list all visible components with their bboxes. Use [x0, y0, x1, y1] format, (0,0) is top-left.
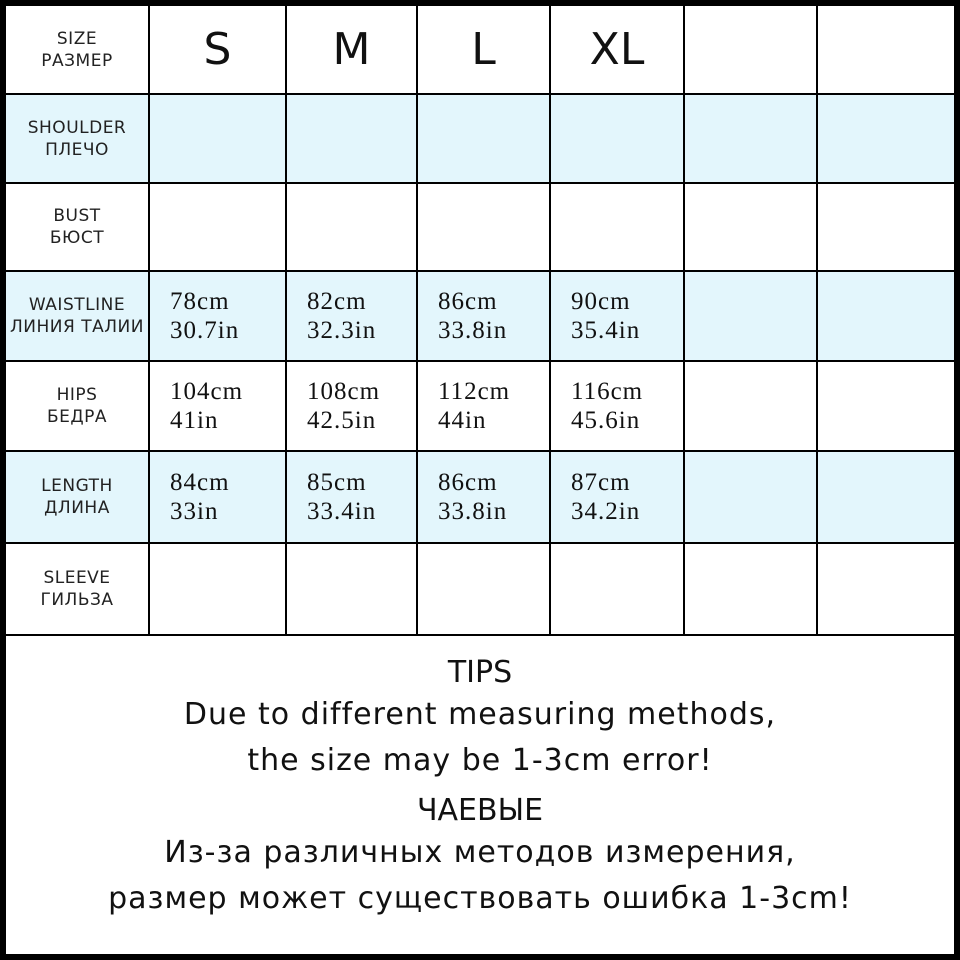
value-cell	[286, 361, 417, 451]
value-cm: 78cm	[170, 288, 230, 315]
row-length	[6, 451, 954, 543]
value-cell	[684, 271, 817, 361]
row-label-cell	[6, 183, 149, 271]
row-waistline	[6, 271, 954, 361]
size-header-m: M	[286, 6, 417, 94]
row-shoulder	[6, 94, 954, 183]
value-cell	[817, 361, 954, 451]
value-cell	[550, 543, 684, 635]
value-cm: 116cm	[571, 378, 644, 405]
value-cm: 112cm	[438, 378, 511, 405]
value-cell	[684, 94, 817, 183]
row-label-en: LENGTH	[41, 476, 113, 496]
value-cell	[417, 94, 550, 183]
row-label-ru: ГИЛЬЗА	[40, 590, 114, 610]
value-cell	[684, 543, 817, 635]
value-cm: 90cm	[571, 288, 631, 315]
value-cell	[550, 361, 684, 451]
value-cell	[550, 451, 684, 543]
row-label-ru: ДЛИНА	[44, 498, 110, 518]
row-label-cell	[6, 94, 149, 183]
value-in: 32.3in	[307, 317, 377, 344]
value-in: 33in	[170, 498, 219, 525]
value-cell	[149, 271, 286, 361]
value-in: 34.2in	[571, 498, 641, 525]
tips-line-2: the size may be 1-3cm error!	[247, 743, 713, 778]
value-in: 35.4in	[571, 317, 641, 344]
tips-line-ru-1: Из-за различных методов измерения,	[164, 835, 796, 870]
size-header-s: S	[149, 6, 286, 94]
value-cell	[684, 451, 817, 543]
size-header-empty	[684, 6, 817, 94]
size-header-empty	[817, 6, 954, 94]
value-cell	[684, 361, 817, 451]
value-cell	[286, 451, 417, 543]
value-cm: 87cm	[571, 469, 631, 496]
row-label-en: HIPS	[56, 385, 98, 405]
row-label-en: SHOULDER	[27, 117, 127, 138]
value-cell	[149, 543, 286, 635]
size-label-en: SIZE	[56, 28, 98, 49]
value-cell	[149, 451, 286, 543]
value-cell	[817, 271, 954, 361]
row-label-en: WAISTLINE	[28, 295, 126, 315]
row-label-cell	[6, 271, 149, 361]
row-hips	[6, 361, 954, 451]
header-label-cell	[6, 6, 149, 94]
tips-line-1: Due to different measuring methods,	[183, 697, 777, 732]
value-in: 33.8in	[438, 317, 508, 344]
row-label-cell	[6, 361, 149, 451]
value-cell	[149, 94, 286, 183]
size-header-l: L	[417, 6, 550, 94]
value-cell	[417, 543, 550, 635]
value-in: 42.5in	[307, 407, 377, 434]
value-cell	[286, 271, 417, 361]
value-cm: 84cm	[170, 469, 230, 496]
value-cell	[550, 271, 684, 361]
value-in: 41in	[170, 407, 219, 434]
value-cm: 108cm	[307, 378, 381, 405]
size-chart	[6, 6, 954, 954]
value-cell	[817, 543, 954, 635]
row-label-cell	[6, 451, 149, 543]
row-label-ru: БЕДРА	[46, 407, 108, 427]
row-label-cell	[6, 543, 149, 635]
size-header-xl: XL	[550, 6, 684, 94]
value-cm: 82cm	[307, 288, 367, 315]
value-cm: 86cm	[438, 469, 498, 496]
value-cm: 85cm	[307, 469, 367, 496]
value-cell	[550, 94, 684, 183]
value-in: 30.7in	[170, 317, 240, 344]
value-cell	[417, 271, 550, 361]
row-label-ru: БЮСТ	[49, 228, 105, 248]
value-cell	[286, 543, 417, 635]
value-cell	[417, 183, 550, 271]
value-cm: 104cm	[170, 378, 244, 405]
value-cell	[286, 183, 417, 271]
row-label-en: BUST	[53, 206, 101, 226]
tips-title-ru: ЧАЕВЫЕ	[416, 793, 544, 828]
size-table	[6, 6, 954, 636]
value-cell	[149, 361, 286, 451]
header-row	[6, 6, 954, 94]
tips-section	[6, 644, 954, 922]
row-label-en: SLEEVE	[43, 568, 111, 588]
value-cell	[149, 183, 286, 271]
value-cell	[817, 451, 954, 543]
value-cell	[684, 183, 817, 271]
value-in: 44in	[438, 407, 487, 434]
value-in: 45.6in	[571, 407, 641, 434]
value-cell	[550, 183, 684, 271]
value-cell	[817, 94, 954, 183]
value-cm: 86cm	[438, 288, 498, 315]
value-cell	[817, 183, 954, 271]
row-bust	[6, 183, 954, 271]
value-cell	[417, 361, 550, 451]
value-in: 33.8in	[438, 498, 508, 525]
value-in: 33.4in	[307, 498, 377, 525]
row-label-ru: ПЛЕЧО	[45, 139, 109, 160]
value-cell	[417, 451, 550, 543]
row-sleeve	[6, 543, 954, 635]
value-cell	[286, 94, 417, 183]
tips-line-ru-2: размер может существовать ошибка 1-3cm!	[108, 881, 852, 916]
row-label-ru: ЛИНИЯ ТАЛИИ	[10, 317, 144, 337]
tips-title: TIPS	[447, 655, 513, 690]
size-label-ru: РАЗМЕР	[41, 50, 113, 71]
